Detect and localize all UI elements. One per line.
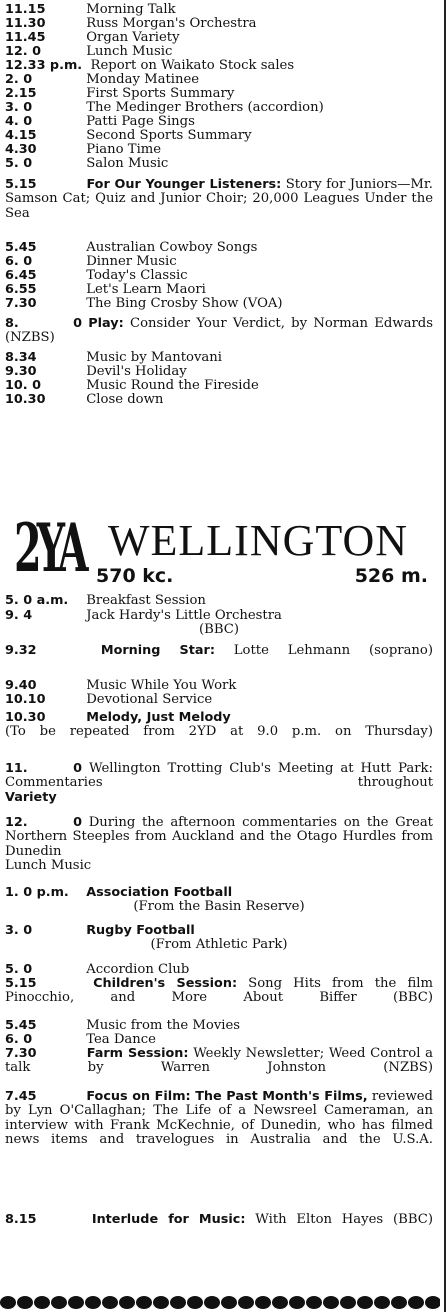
programme-entry: 5.45 Australian Cowboy Songs	[5, 241, 258, 255]
programme-entry: 11.30 Russ Morgan's Orchestra	[5, 17, 257, 31]
station-header	[0, 510, 440, 592]
programme-entry: 4. 0 Patti Page Sings	[5, 115, 195, 129]
programme-entry: 7.45 Focus on Film: The Past Month's Films, reviewed by Lyn O'Callaghan; The Life of a Newsreel Cameraman, an interview with Frank McKechnie, of Dunedin, who has filmed news items and travelogues in Australia and the U.S.A.	[5, 1089, 433, 1147]
programme-entry: 12. 0 Lunch Music	[5, 45, 173, 59]
decorative-border	[0, 1296, 440, 1310]
programme-entry: 5. 0 Salon Music	[5, 157, 169, 171]
programme-entry: 9. 4 Jack Hardy's Little Orchestra (BBC)	[5, 608, 282, 638]
programme-entry: 7.30 Farm Session: Weekly Newsletter; Weed Control a talk by Warren Johnston (NZBS)	[5, 1046, 433, 1076]
programme-entry: 6.45 Today's Classic	[5, 269, 188, 283]
programme-entry: 2. 0 Monday Matinee	[5, 73, 200, 87]
programme-entry: 3. 0 Rugby Football (From Athletic Park)	[5, 923, 288, 953]
station-call-sign: 2YA	[14, 509, 84, 587]
programme-entry: 9.32 Morning Star: Lotte Lehmann (soprano)	[5, 643, 434, 658]
programme-entry: 12. 0 During the afternoon commentaries on the Great Northern Steeples from Auckland and the Otago Hurdles from Dunedin Lunch Music	[5, 815, 433, 873]
programme-entry: 5.45 Music from the Movies	[5, 1019, 241, 1033]
programme-entry: 10.30 Close down	[5, 393, 164, 407]
programme-entry: 6. 0 Tea Dance	[5, 1033, 156, 1047]
programme-entry: 1. 0 p.m. Association Football (From the Basin Reserve)	[5, 885, 305, 915]
programme-entry: 10. 0 Music Round the Fireside	[5, 379, 259, 393]
station-city: WELLINGTON	[108, 516, 408, 565]
programme-entry: 10.10 Devotional Service	[5, 693, 213, 707]
programme-entry: 5. 0 a.m. Breakfast Session	[5, 594, 206, 608]
programme-entry: 10.30 Melody, Just Melody (To be repeated from 2YD at 9.0 p.m. on Thursday)	[5, 710, 433, 740]
programme-entry: 11.45 Organ Variety	[5, 31, 180, 45]
programme-entry: 5. 0 Accordion Club	[5, 963, 190, 977]
programme-entry: 3. 0 The Medinger Brothers (accordion)	[5, 101, 324, 115]
programme-entry: 6. 0 Dinner Music	[5, 255, 177, 269]
station-frequency: 570 kc.	[96, 565, 174, 587]
programme-entry: 5.15 For Our Younger Listeners: Story for Juniors—Mr. Samson Cat; Quiz and Junior Choir; 20,000 Leagues Under the Sea	[5, 177, 433, 221]
programme-entry: 4.30 Piano Time	[5, 143, 162, 157]
programme-entry: 4.15 Second Sports Summary	[5, 129, 252, 143]
programme-entry: 8.15 Interlude for Music: With Elton Hayes (BBC)	[5, 1212, 433, 1227]
programme-entry: 2.15 First Sports Summary	[5, 87, 235, 101]
programme-entry: 8. 0 Play: Consider Your Verdict, by Norman Edwards (NZBS)	[5, 316, 433, 346]
programme-entry: 11. 0 Wellington Trotting Club's Meeting at Hutt Park: Commentaries throughout Variety	[5, 761, 433, 805]
programme-entry: 8.34 Music by Mantovani	[5, 351, 222, 365]
programme-entry: 5.15 Children's Session: Song Hits from the film Pinocchio, and More About Biffer (BBC)	[5, 976, 433, 1006]
programme-entry: 11.15 Morning Talk	[5, 3, 176, 17]
programme-entry: 12.33 p.m. Report on Waikato Stock sales	[5, 59, 295, 73]
programme-entry: 6.55 Let's Learn Maori	[5, 283, 206, 297]
programme-entry: 7.30 The Bing Crosby Show (VOA)	[5, 297, 283, 311]
programme-entry: 9.30 Devil's Holiday	[5, 365, 187, 379]
programme-entry: 9.40 Music While You Work	[5, 679, 237, 693]
station-wavelength: 526 m.	[354, 565, 428, 587]
